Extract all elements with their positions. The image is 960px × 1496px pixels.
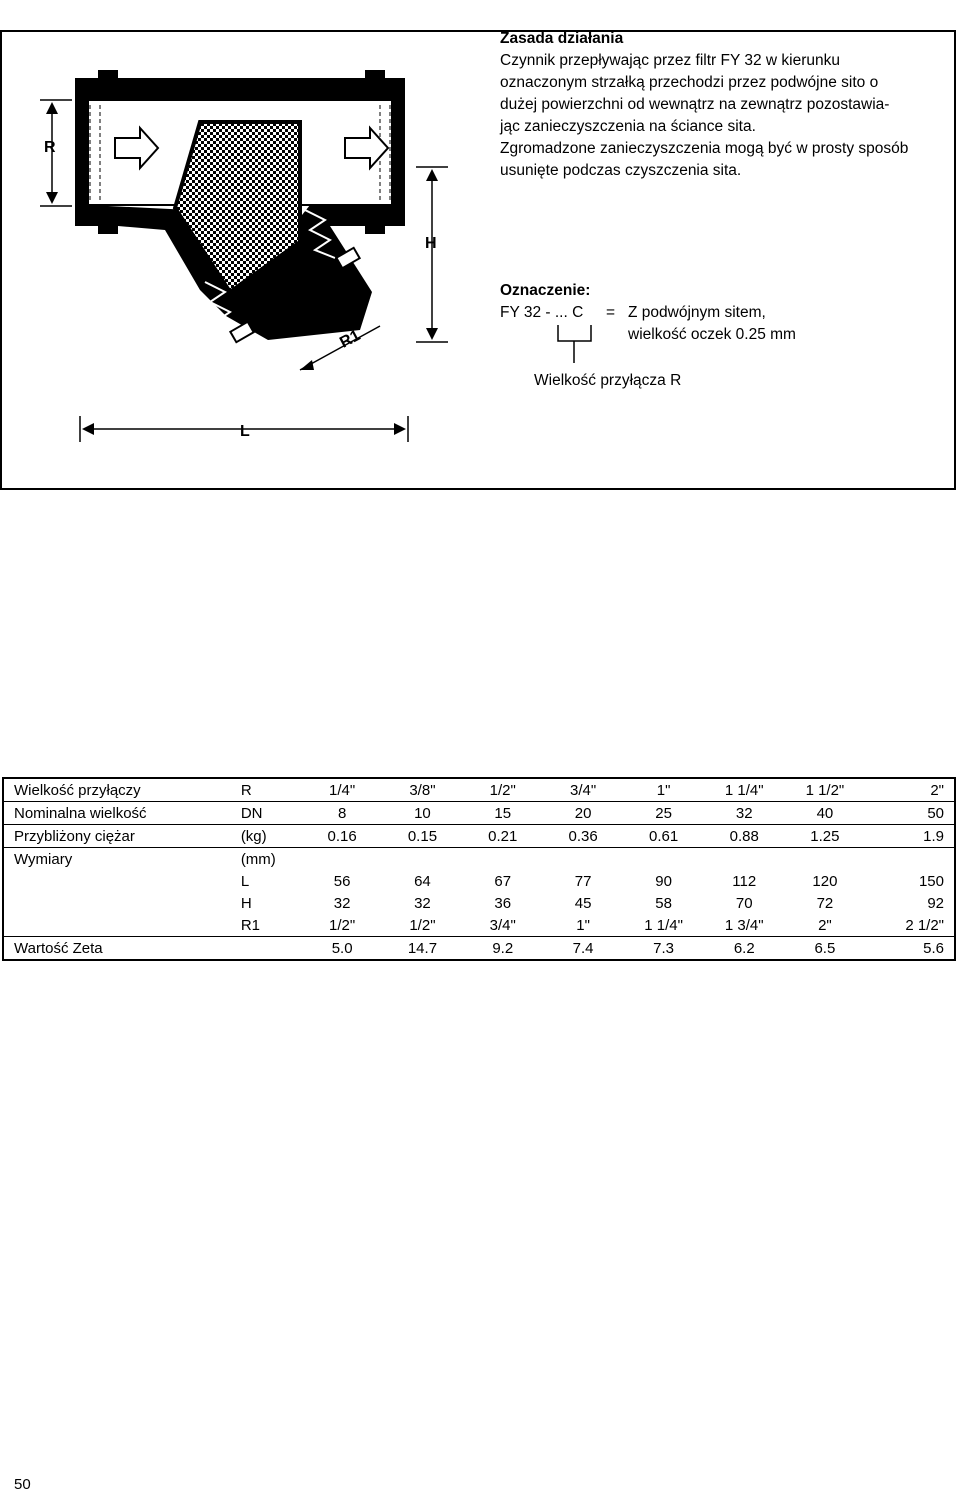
table-cell: 77 (574, 872, 592, 890)
table-cell: 1/2" (382, 914, 462, 937)
table-cell: 45 (574, 894, 592, 912)
designation-value-1: Z podwójnym sitem, (628, 304, 766, 321)
table-cell: 15 (463, 802, 543, 825)
table-cell: 1/2" (463, 778, 543, 802)
designation-equals: = (606, 304, 616, 321)
table-cell: 20 (543, 802, 623, 825)
description-line: dużej powierzchni od wewnątrz na zewnątrz pozostawia- (500, 96, 890, 113)
table-cell: 56 (333, 872, 351, 890)
spec-table (2, 777, 956, 961)
row-unit: H (240, 894, 252, 912)
label-l: L (240, 423, 250, 440)
valve-body (75, 70, 405, 342)
page-number: 50 (14, 1476, 31, 1493)
table-row (3, 802, 955, 825)
table-cell: 90 (655, 872, 672, 890)
table-cell: 120 (812, 872, 838, 890)
table-cell: 1 1/2" (785, 778, 866, 802)
table-cell: 0.36 (543, 825, 623, 848)
row-unit: DN (239, 802, 302, 825)
table-cell: 3/4" (543, 778, 623, 802)
row-label: Przybliżony ciężar (3, 825, 239, 848)
table-cell: 1/4" (302, 778, 382, 802)
table-cell: 3/4" (463, 914, 543, 937)
table-cell: 150 (918, 872, 944, 890)
description-line: jąc zanieczyszczenia na ściance sita. (500, 118, 756, 135)
row-unit (239, 937, 302, 961)
description-title: Zasada działania (500, 30, 624, 47)
row-label: Wymiary (14, 850, 73, 868)
table-row (3, 914, 955, 937)
label-r1: R1 (337, 327, 364, 352)
table-cell: 0.15 (382, 825, 462, 848)
table-cell: 5.0 (331, 939, 353, 957)
table-cell (704, 848, 785, 871)
table-row (3, 825, 955, 848)
table-cell: 6.2 (733, 939, 755, 957)
table-cell: 40 (785, 802, 866, 825)
table-cell: 8 (302, 802, 382, 825)
table-cell: 64 (414, 872, 431, 890)
row-label (3, 892, 239, 914)
table-cell: 2" (785, 914, 866, 937)
table-cell (543, 848, 623, 871)
row-unit: R1 (239, 914, 302, 937)
row-unit: (kg) (239, 825, 302, 848)
table-cell (865, 848, 955, 871)
row-label (3, 870, 239, 892)
table-cell: 10 (382, 802, 462, 825)
table-cell: 32 (704, 802, 785, 825)
table-row (3, 870, 955, 892)
table-cell (623, 848, 704, 871)
row-label: Nominalna wielkość (3, 802, 239, 825)
table-row (3, 892, 955, 914)
table-cell: 7.3 (653, 939, 675, 957)
description (500, 28, 950, 182)
row-unit: (mm) (240, 850, 276, 868)
table-row (3, 778, 955, 802)
table-cell: 9.2 (492, 939, 514, 957)
table-cell (382, 848, 462, 871)
table-cell: 3/8" (382, 778, 462, 802)
table-cell: 1 1/4" (623, 914, 704, 937)
table-cell: 58 (655, 894, 672, 912)
table-cell: 2 1/2" (865, 914, 955, 937)
strainer-drawing (0, 30, 500, 490)
row-unit: L (240, 872, 250, 890)
table-cell: 0.21 (463, 825, 543, 848)
table-cell: 14.7 (407, 939, 438, 957)
description-line: usunięte podczas czyszczenia sita. (500, 162, 742, 179)
table-row (3, 848, 955, 871)
row-unit: R (239, 778, 302, 802)
table-cell: 1 1/4" (704, 778, 785, 802)
table-cell: 36 (494, 894, 512, 912)
designation-bracket (557, 325, 597, 365)
table-row (3, 937, 955, 961)
table-cell: 0.16 (302, 825, 382, 848)
row-label (3, 914, 239, 937)
table-cell: 32 (333, 894, 351, 912)
table-cell: 72 (816, 894, 834, 912)
table-cell: 112 (732, 872, 757, 890)
table-cell: 50 (865, 802, 955, 825)
table-cell: 0.88 (704, 825, 785, 848)
table-cell: 6.5 (814, 939, 836, 957)
table-cell (302, 848, 382, 871)
table-cell: 2" (865, 778, 955, 802)
table-cell: 32 (414, 894, 431, 912)
description-line: oznaczonym strzałką przechodzi przez podwójne sito o (500, 74, 879, 91)
table-cell: 1.25 (785, 825, 866, 848)
table-cell: 67 (494, 872, 512, 890)
table-cell: 5.6 (923, 939, 944, 957)
row-label: Wielkość przyłączy (3, 778, 239, 802)
connection-size-label: Wielkość przyłącza R (534, 372, 682, 389)
table-cell: 25 (623, 802, 704, 825)
description-line: Czynnik przepływając przez filtr FY 32 w kierunku (500, 52, 840, 69)
dimension-h (416, 167, 448, 342)
table-cell: 7.4 (572, 939, 594, 957)
table-cell (463, 848, 543, 871)
row-label: Wartość Zeta (14, 939, 103, 957)
table-cell (785, 848, 866, 871)
designation-title: Oznaczenie: (500, 282, 591, 299)
table-cell: 92 (927, 894, 944, 912)
designation-code: FY 32 - ... C (500, 304, 584, 321)
table-cell: 0.61 (623, 825, 704, 848)
table-cell: 1.9 (865, 825, 955, 848)
designation (500, 280, 796, 343)
table-cell: 1" (623, 778, 704, 802)
label-r: R (44, 139, 56, 156)
label-h: H (425, 235, 437, 252)
table-cell: 1" (543, 914, 623, 937)
designation-value-2: wielkość oczek 0.25 mm (628, 326, 796, 343)
table-cell: 70 (735, 894, 753, 912)
table-cell: 1/2" (302, 914, 382, 937)
description-line: Zgromadzone zanieczyszczenia mogą być w prosty sposób (500, 140, 909, 157)
table-cell: 1 3/4" (704, 914, 785, 937)
